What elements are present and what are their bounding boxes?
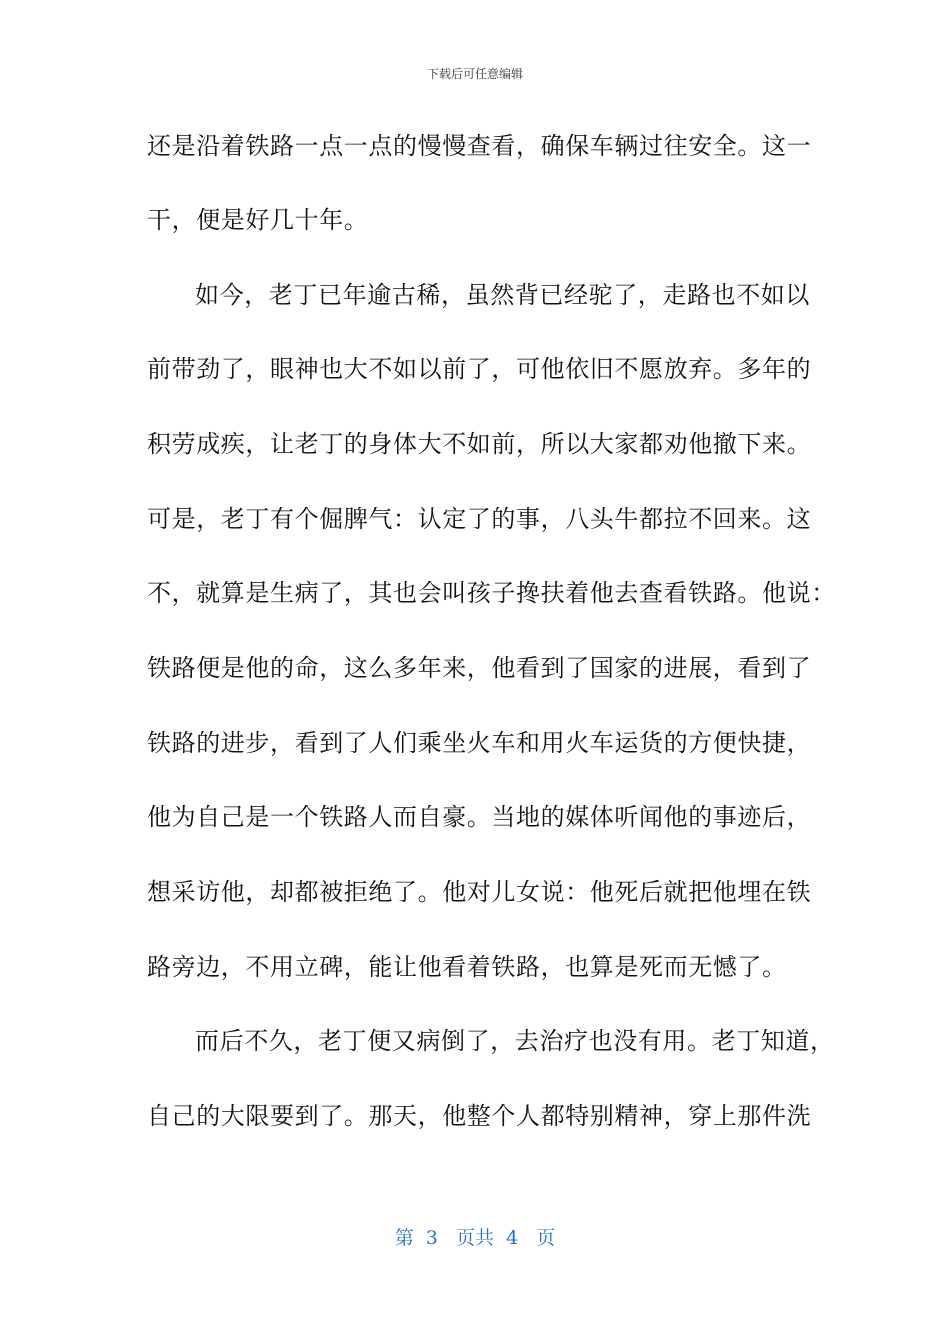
paragraph-start-line: 如今，老丁已年逾古稀，虽然背已经驼了，走路也不如以 [195,281,810,309]
body-line: 铁路的进步，看到了人们乘坐火车和用火车运货的方便快捷， [147,729,812,757]
paragraph-start-line: 而后不久，老丁便又病倒了，去治疗也没有用。老丁知道， [195,1027,835,1055]
body-line: 还是沿着铁路一点一点的慢慢查看，确保车辆过往安全。这一 [147,132,812,160]
body-line: 铁路便是他的命，这么多年来，他看到了国家的进展，看到了 [147,654,812,682]
body-line: 积劳成疾，让老丁的身体大不如前，所以大家都劝他撤下来。 [147,430,812,458]
body-line: 不，就算是生病了，其也会叫孩子搀扶着他去查看铁路。他说： [147,579,836,607]
body-line: 他为自己是一个铁路人而自豪。当地的媒体听闻他的事迹后， [147,803,812,831]
body-line: 前带劲了，眼神也大不如以前了，可他依旧不愿放弃。多年的 [147,355,812,383]
body-line: 干，便是好几十年。 [147,206,369,234]
body-line: 自己的大限要到了。那天，他整个人都特别精神，穿上那件洗 [147,1102,812,1130]
body-line: 可是，老丁有个倔脾气：认定了的事，八头牛都拉不回来。这 [147,505,812,533]
page-header: 下载后可任意编辑 [426,67,523,81]
body-line: 想采访他，却都被拒绝了。他对儿女说：他死后就把他埋在铁 [147,878,812,906]
page-number-footer: 第 3 页共 4 页 [394,1227,556,1249]
body-line: 路旁边，不用立碑，能让他看着铁路，也算是死而无憾了。 [147,953,787,981]
